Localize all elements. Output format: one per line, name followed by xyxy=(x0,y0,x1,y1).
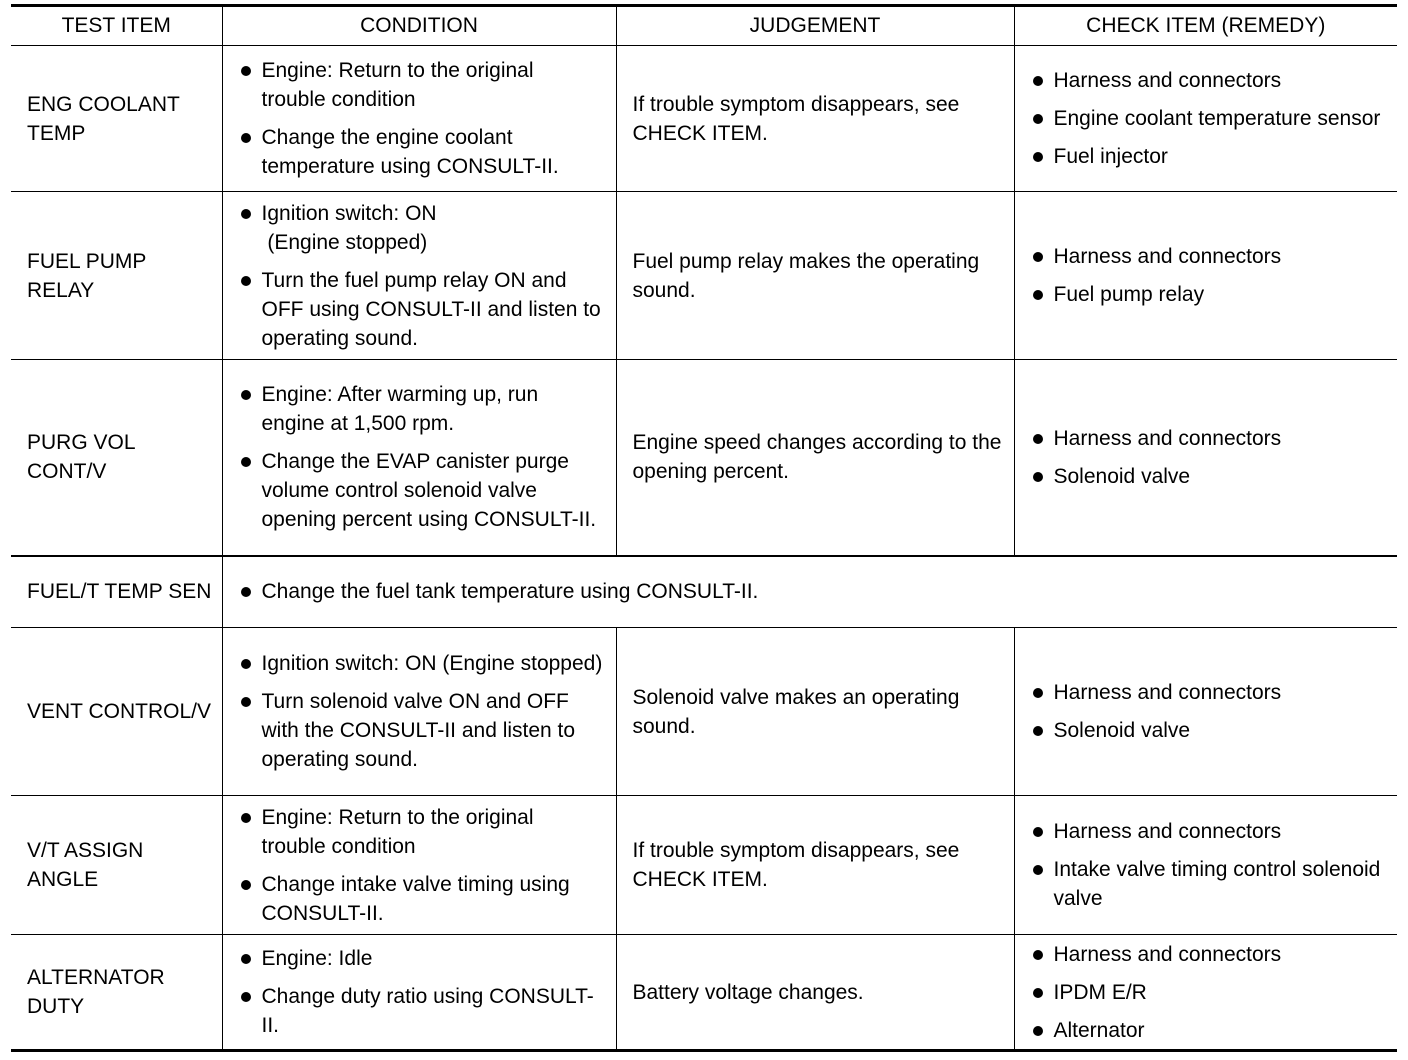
condition-cell xyxy=(222,796,616,935)
condition-bullet: Engine: Idle xyxy=(239,944,604,973)
check-item-bullet: Intake valve timing control solenoid valve xyxy=(1031,855,1386,913)
condition-bullet: Change the fuel tank temperature using CONSULT-II. xyxy=(239,577,1386,606)
judgement-cell: Fuel pump relay makes the operating sound. xyxy=(616,192,1014,360)
test-item-cell: V/T ASSIGN ANGLE xyxy=(11,796,222,935)
header-row xyxy=(11,6,1397,46)
check-item-bullet: Harness and connectors xyxy=(1031,678,1386,707)
check-item-bullet: Harness and connectors xyxy=(1031,66,1386,95)
condition-bullet: Ignition switch: ON (Engine stopped) xyxy=(239,199,604,257)
condition-cell xyxy=(222,935,616,1051)
header-judgement: JUDGEMENT xyxy=(616,6,1014,46)
test-item-cell: ALTERNATOR DUTY xyxy=(11,935,222,1051)
condition-bullet: Engine: Return to the original trouble condition xyxy=(239,803,604,861)
check-item-bullet: Harness and connectors xyxy=(1031,242,1386,271)
judgement-cell: Engine speed changes according to the opening percent. xyxy=(616,360,1014,556)
check-item-cell xyxy=(1014,360,1397,556)
header-condition: CONDITION xyxy=(222,6,616,46)
check-item-bullet: Harness and connectors xyxy=(1031,424,1386,453)
test-item-cell: FUEL/T TEMP SEN xyxy=(11,556,222,628)
condition-bullet: Turn solenoid valve ON and OFF with the CONSULT-II and listen to operating sound. xyxy=(239,687,604,774)
table-row xyxy=(11,935,1397,1051)
check-item-bullet: Harness and connectors xyxy=(1031,940,1386,969)
spanning-condition-cell xyxy=(222,556,1397,628)
condition-bullet: Change intake valve timing using CONSULT-II. xyxy=(239,870,604,928)
condition-bullet: Change the EVAP canister purge volume control solenoid valve opening percent using CONSULT-II. xyxy=(239,447,604,534)
condition-cell xyxy=(222,628,616,796)
test-item-cell: PURG VOL CONT/V xyxy=(11,360,222,556)
condition-cell xyxy=(222,192,616,360)
check-item-bullet: Solenoid valve xyxy=(1031,716,1386,745)
table-row xyxy=(11,46,1397,192)
condition-bullet: Change the engine coolant temperature using CONSULT-II. xyxy=(239,123,604,181)
condition-bullet: Ignition switch: ON (Engine stopped) xyxy=(239,649,604,678)
check-item-bullet: Harness and connectors xyxy=(1031,817,1386,846)
header-check-item: CHECK ITEM (REMEDY) xyxy=(1014,6,1397,46)
table-row xyxy=(11,360,1397,556)
test-item-cell: FUEL PUMP RELAY xyxy=(11,192,222,360)
condition-bullet: Engine: Return to the original trouble condition xyxy=(239,56,604,114)
check-item-bullet: IPDM E/R xyxy=(1031,978,1386,1007)
check-item-cell xyxy=(1014,46,1397,192)
test-item-table xyxy=(11,4,1397,1052)
check-item-bullet: Fuel injector xyxy=(1031,142,1386,171)
table-row xyxy=(11,796,1397,935)
judgement-cell: Battery voltage changes. xyxy=(616,935,1014,1051)
condition-cell xyxy=(222,360,616,556)
test-item-cell: VENT CONTROL/V xyxy=(11,628,222,796)
condition-bullet: Change duty ratio using CONSULT-II. xyxy=(239,982,604,1040)
condition-bullet: Turn the fuel pump relay ON and OFF using CONSULT-II and listen to operating sound. xyxy=(239,266,604,353)
check-item-cell xyxy=(1014,796,1397,935)
judgement-cell: If trouble symptom disappears, see CHECK ITEM. xyxy=(616,796,1014,935)
condition-bullet: Engine: After warming up, run engine at 1,500 rpm. xyxy=(239,380,604,438)
check-item-cell xyxy=(1014,192,1397,360)
check-item-cell xyxy=(1014,628,1397,796)
check-item-bullet: Engine coolant temperature sensor xyxy=(1031,104,1386,133)
test-item-cell: ENG COOLANT TEMP xyxy=(11,46,222,192)
check-item-cell xyxy=(1014,935,1397,1051)
judgement-cell: Solenoid valve makes an operating sound. xyxy=(616,628,1014,796)
check-item-bullet: Solenoid valve xyxy=(1031,462,1386,491)
condition-cell xyxy=(222,46,616,192)
judgement-cell: If trouble symptom disappears, see CHECK ITEM. xyxy=(616,46,1014,192)
header-test-item: TEST ITEM xyxy=(11,6,222,46)
table-row xyxy=(11,192,1397,360)
check-item-bullet: Alternator xyxy=(1031,1016,1386,1045)
table-row xyxy=(11,556,1397,628)
check-item-bullet: Fuel pump relay xyxy=(1031,280,1386,309)
table-row xyxy=(11,628,1397,796)
